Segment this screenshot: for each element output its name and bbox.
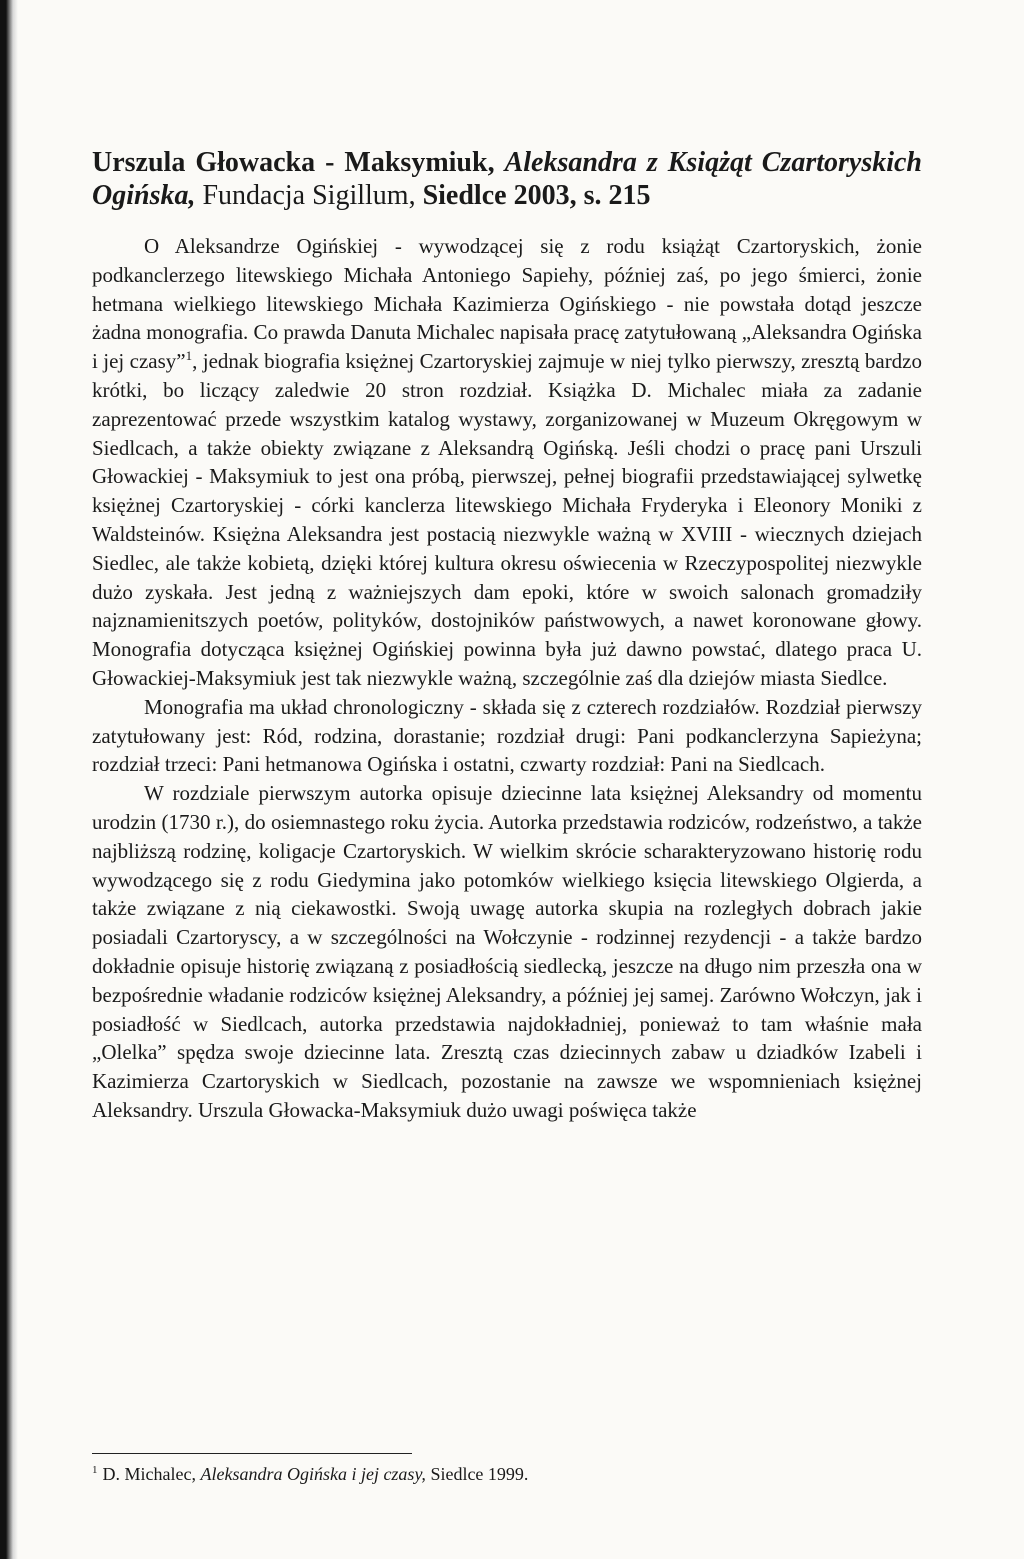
publication-place-year: Siedlce 2003, s. 215 [422, 180, 651, 211]
footnote-reference: 1 [185, 348, 193, 364]
reviewed-book-title: Aleksandra z Książąt Czartoryskich Ogińska, [92, 147, 922, 211]
paragraph-1-text-b: , jednak biografia księżnej Czartoryskiej zajmuje w niej tylko pierwszy, zresztą bardzo krótki, bo liczący zaledwie 20 stron rozdział. Książka D. Michalec miała za zadanie zaprezentować przede wszystkim katalog wystawy, zorganizowanej w Muzeum Okręgowym w Siedlcach, a także obiekty związane z Aleksandrą Ogińską. Jeśli chodzi o pracę pani Urszuli Głowackiej - Maksymiuk to jest ona próbą, pierwszej, pełnej biografii przedstawiającej sylwetkę księżnej Czartoryskiej - córki kanclerza litewskiego Michała Fryderyka i Eleonory Moniki z Waldsteinów. Księżna Aleksandra jest postacią niezwykle ważną w XVIII - wiecznych dziejach Siedlec, ale także kobietą, dzięki której kultura okresu oświecenia w Rzeczypospolitej niezwykle dużo zyskała. Jest jedną z ważniejszych dam epoki, które w swoich salonach gromadziły najznamienitszych poetów, polityków, dostojników państwowych, a nawet koronowane głowy. Monografia dotycząca księżnej Ogińskiej powinna była już dawno powstać, dlatego praca U. Głowackiej-Maksymiuk jest tak niezwykle ważną, szczególnie zaś dla dziejów miasta Siedlce. [92, 349, 923, 690]
footnote-title: Aleksandra Ogińska i jej czasy, [200, 1464, 426, 1484]
footnote-author: D. Michalec, [102, 1464, 201, 1484]
paragraph-3: W rozdziale pierwszym autorka opisuje dziecinne lata księżnej Aleksandry od momentu urodzin (1730 r.), do osiemnastego roku życia. Autorka przedstawia rodziców, rodzeństwo, a także najbliższą rodzinę, koligacje Czartoryskich. W wielkim skrócie scharakteryzowano historię rodu wywodzącego się z rodu Giedymina jako potomków wielkiego księcia litewskiego Olgierda, a także związane z nią ciekawostki. Swoją uwagę autorka skupia na rozległych dobrach jakie posiadali Czartoryscy, a w szczególności na Wołczynie - rodzinnej rezydencji - a także bardzo dokładnie opisuje historię związaną z posiadłością siedlecką, jeszcze na długo nim przeszła ona w bezpośrednie władanie rodziców księżnej Aleksandry, a później jej samej. Zarówno Wołczyn, jak i posiadłość w Siedlcach, autorka przedstawia najdokładniej, ponieważ to tam właśnie mała „Olelka” spędza swoje dziecinne lata. Zresztą czas dziecinnych zabaw u dziadków Izabeli i Kazimierza Czartoryskich w Siedlcach, pozostanie na zawsze we wspomnieniach księżnej Aleksandry. Urszula Głowacka-Maksymiuk dużo uwagi poświęca także [92, 781, 922, 1122]
review-author: Urszula Głowacka - Maksymiuk, [92, 147, 505, 178]
page-content [92, 146, 922, 1125]
footnote-number: 1 [92, 1464, 98, 1476]
scan-edge [0, 0, 18, 1559]
paragraph-1-text-a: O Aleksandrze Ogińskiej - wywodzącej się z rodu książąt Czartoryskich, żonie podkanclerzego litewskiego Michała Antoniego Sapiehy, później zaś, po jego śmierci, żonie hetmana wielkiego litewskiego Michała Kazimierza Ogińskiego - nie powstała dotąd jeszcze żadna monografia. Co prawda Danuta Michalec napisała pracę zatytułowaną „Aleksandra Ogińska i jej czasy” [92, 234, 922, 374]
publisher: Fundacja Sigillum, [195, 180, 423, 211]
paragraph-2: Monografia ma układ chronologiczny - składa się z czterech rozdziałów. Rozdział pierwszy zatytułowany jest: Ród, rodzina, dorastanie; rozdział drugi: Pani podkanclerzyna Sapieżyna; rozdział trzeci: Pani hetmanowa Ogińska i ostatni, czwarty rozdział: Pani na Siedlcach. [92, 694, 922, 777]
footnote-place-year: Siedlce 1999. [425, 1464, 529, 1484]
footnote-divider [92, 1453, 412, 1454]
footnote [92, 1462, 922, 1486]
review-title [92, 146, 922, 212]
paragraph-1 [92, 232, 922, 693]
